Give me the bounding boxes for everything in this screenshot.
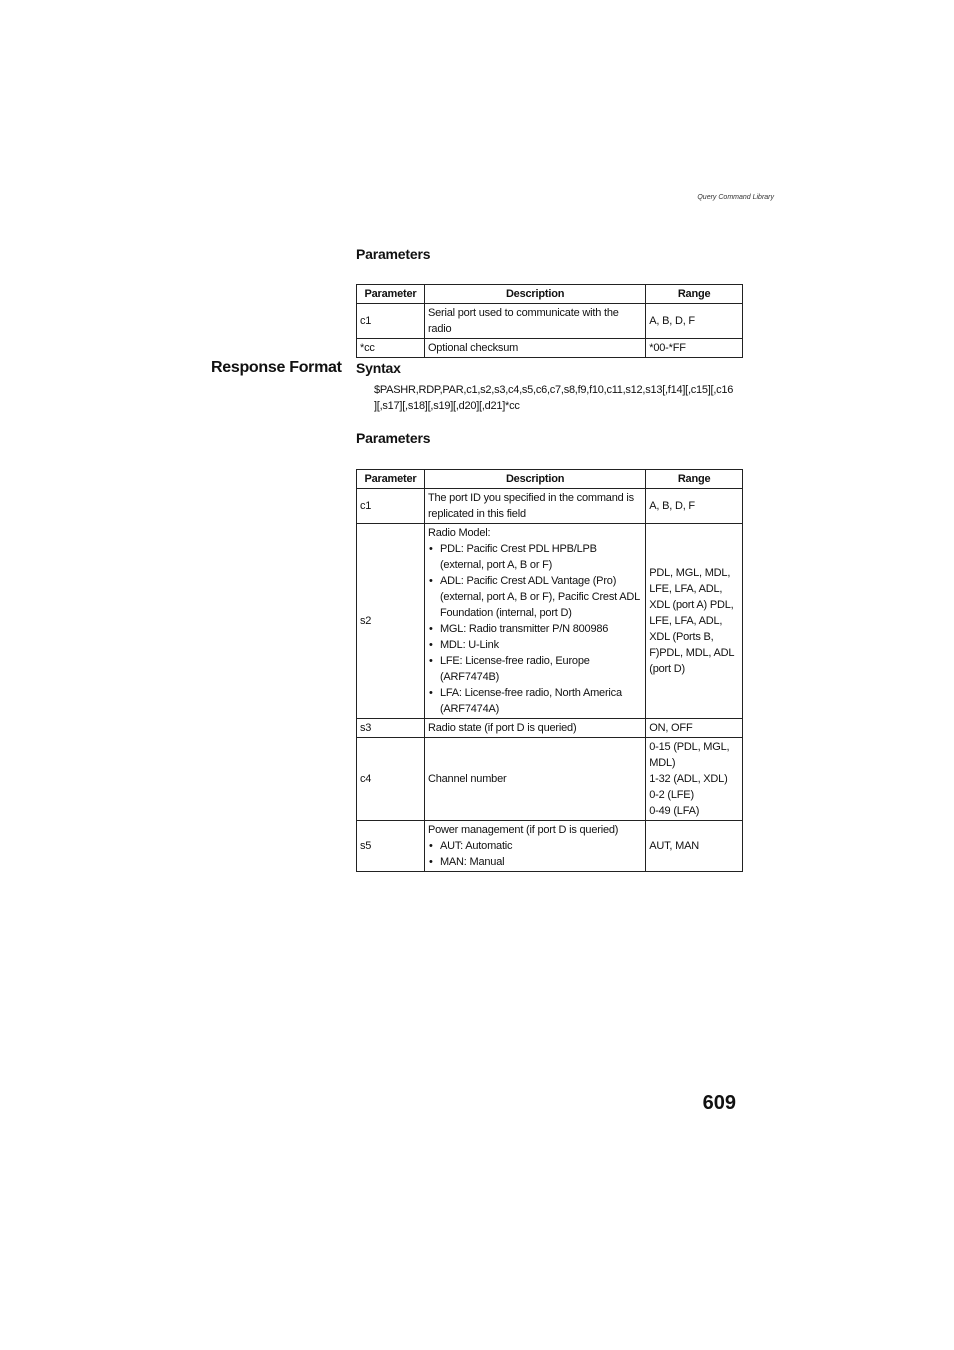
desc-cell: Channel number — [424, 738, 645, 821]
range-line: 1-32 (ADL, XDL) — [649, 773, 728, 785]
param-cell: c1 — [357, 489, 425, 524]
response-parameters-table — [356, 469, 743, 872]
command-parameters-table — [356, 284, 743, 358]
parameters-heading: Parameters — [356, 246, 431, 262]
desc-cell: Serial port used to communicate with the radio — [424, 304, 645, 339]
table-row — [357, 821, 743, 872]
list-item: • LFA: License-free radio, North America (ARF7474A) — [428, 685, 642, 717]
power-mode-list — [428, 838, 642, 870]
range-cell: AUT, MAN — [646, 821, 743, 872]
range-cell: A, B, D, F — [646, 304, 743, 339]
list-item: • MAN: Manual — [428, 854, 642, 870]
table-header-row — [357, 285, 743, 304]
response-format-heading: Response Format — [211, 359, 342, 376]
param-cell: s2 — [357, 524, 425, 719]
desc-title: Power management (if port D is queried) — [427, 824, 619, 836]
running-header: Query Command Library — [697, 194, 774, 201]
param-cell: s5 — [357, 821, 425, 872]
table-row — [357, 304, 743, 339]
column-header-description: Description — [424, 285, 645, 304]
syntax-line-2: ][,s17][,s18][,s19][,d20][,d21]*cc — [374, 400, 520, 412]
list-item: • MDL: U-Link — [428, 637, 642, 653]
column-header-range: Range — [646, 470, 743, 489]
response-parameters-heading: Parameters — [356, 430, 431, 446]
param-cell: c4 — [357, 738, 425, 821]
range-cell: *00-*FF — [646, 339, 743, 358]
column-header-range: Range — [646, 285, 743, 304]
list-item: • LFE: License-free radio, Europe (ARF7474B) — [428, 653, 642, 685]
column-header-parameter: Parameter — [357, 285, 425, 304]
table-header-row — [357, 470, 743, 489]
page-number: 609 — [702, 1092, 736, 1114]
range-cell — [646, 738, 743, 821]
radio-model-list — [428, 541, 642, 717]
column-header-description: Description — [424, 470, 645, 489]
desc-cell — [424, 821, 645, 872]
table-row — [357, 738, 743, 821]
range-line: 0-15 (PDL, MGL, MDL) — [649, 741, 730, 769]
table-row — [357, 524, 743, 719]
column-header-parameter: Parameter — [357, 470, 425, 489]
desc-cell: Radio state (if port D is queried) — [424, 719, 645, 738]
table-row — [357, 719, 743, 738]
desc-cell: Optional checksum — [424, 339, 645, 358]
range-cell: A, B, D, F — [646, 489, 743, 524]
param-cell: s3 — [357, 719, 425, 738]
desc-cell — [424, 524, 645, 719]
param-cell: c1 — [357, 304, 425, 339]
range-cell: PDL, MGL, MDL, LFE, LFA, ADL, XDL (port A) PDL, LFE, LFA, ADL, XDL (Ports B, F)PDL, MDL, ADL (port D) — [646, 524, 743, 719]
list-item: • PDL: Pacific Crest PDL HPB/LPB (external, port A, B or F) — [428, 541, 642, 573]
syntax-line-1: $PASHR,RDP,PAR,c1,s2,s3,c4,s5,c6,c7,s8,f9,f10,c11,s12,s13[,f14][,c15][,c16 — [374, 384, 734, 396]
range-line: 0-2 (LFE) — [649, 789, 694, 801]
range-cell: ON, OFF — [646, 719, 743, 738]
syntax-heading: Syntax — [356, 360, 401, 376]
param-cell: *cc — [357, 339, 425, 358]
range-line: 0-49 (LFA) — [649, 805, 700, 817]
desc-cell: The port ID you specified in the command is replicated in this field — [424, 489, 645, 524]
list-item: • MGL: Radio transmitter P/N 800986 — [428, 621, 642, 637]
table-row — [357, 489, 743, 524]
list-item: • ADL: Pacific Crest ADL Vantage (Pro) (external, port A, B or F), Pacific Crest ADL Foundation (internal, port D) — [428, 573, 642, 621]
desc-title: Radio Model: — [427, 527, 491, 539]
table-row — [357, 339, 743, 358]
list-item: • AUT: Automatic — [428, 838, 642, 854]
